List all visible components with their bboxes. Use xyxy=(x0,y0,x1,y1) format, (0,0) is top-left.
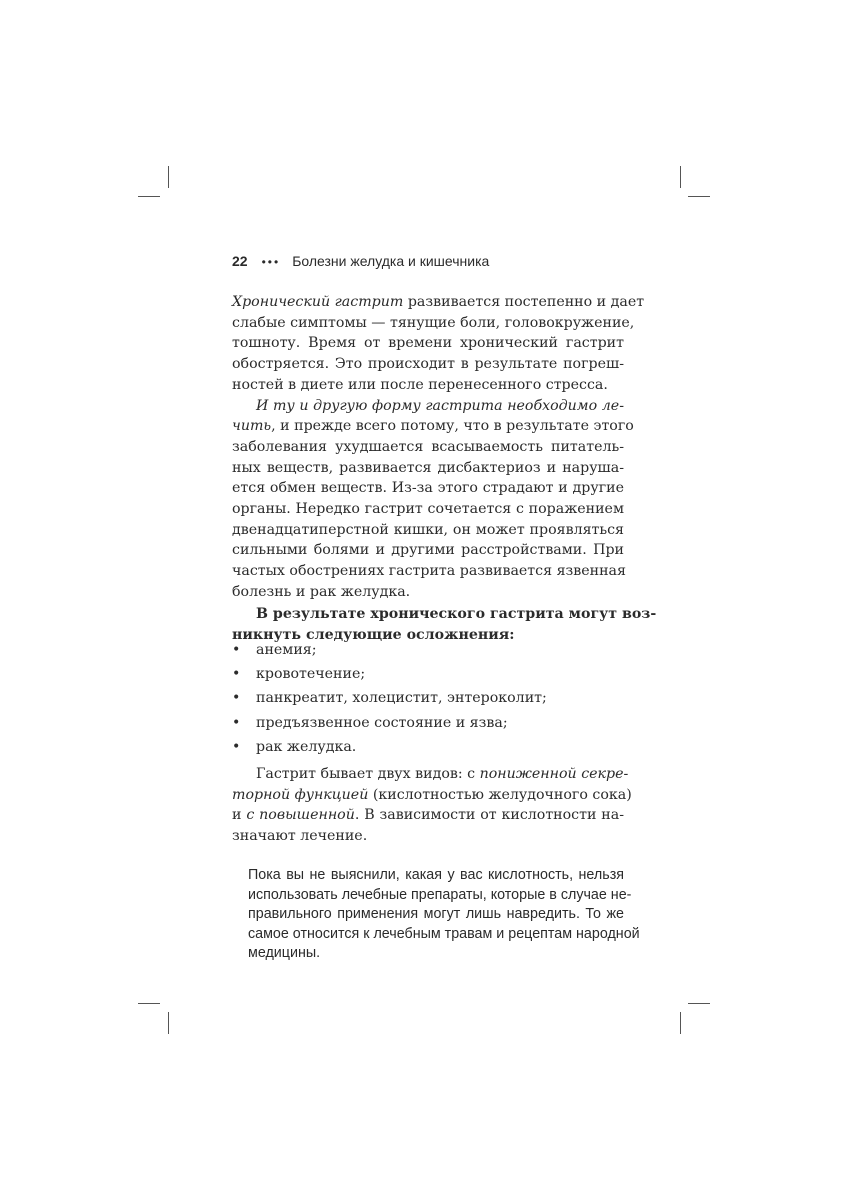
crop-mark xyxy=(688,1003,710,1004)
text-line xyxy=(232,805,624,826)
italic-text: торной функцией xyxy=(232,786,369,803)
text-line xyxy=(232,396,624,417)
paragraph-chronic-gastritis xyxy=(232,292,645,395)
text-line xyxy=(232,292,645,313)
italic-text: Хронический гастрит xyxy=(232,294,404,310)
text-line xyxy=(232,375,624,396)
bullet-icon: • xyxy=(232,690,241,707)
text-run: сильными болями и другими расстройствами. При xyxy=(232,542,624,559)
bold-text: никнуть следующие осложнения: xyxy=(232,626,515,643)
text-line xyxy=(232,437,624,458)
text-line xyxy=(232,416,634,437)
text-run: значают лечение. xyxy=(232,828,368,845)
crop-mark xyxy=(680,1012,681,1034)
text-line xyxy=(232,333,624,354)
text-line xyxy=(248,944,624,964)
list-item-text: панкреатит, холецистит, энтероколит; xyxy=(256,690,547,707)
text-line xyxy=(248,905,624,925)
paragraph-gastritis-types xyxy=(232,764,632,847)
text-run: заболевания ухудшается всасываемость питатель- xyxy=(232,438,624,455)
text-line xyxy=(232,520,624,541)
crop-mark xyxy=(680,166,681,188)
bullet-icon: • xyxy=(232,738,241,755)
text-run: органы. Нередко гастрит сочетается с поражением xyxy=(232,500,624,517)
text-run: обостряется. Это происходит в результате погреш- xyxy=(232,356,624,373)
text-line xyxy=(232,764,629,785)
list-item xyxy=(232,686,547,710)
italic-text: с повышенной xyxy=(246,807,355,824)
text-run: ностей в диете или после перенесенного стресса. xyxy=(232,376,608,393)
note-box xyxy=(248,866,640,964)
list-item-text: анемия; xyxy=(256,642,317,658)
text-run: двенадцатиперстной кишки, он может проявляться xyxy=(232,521,624,538)
crop-mark xyxy=(168,1012,169,1034)
list-item-text: предъязвенное состояние и язва; xyxy=(256,714,508,731)
bold-text: В результате хронического гастрита могут воз- xyxy=(256,606,657,622)
list-item xyxy=(232,662,365,686)
crop-mark xyxy=(138,1003,160,1004)
text-run: Пока вы не выяснили, какая у вас кислотность, нельзя xyxy=(248,867,624,883)
text-run: самое относится к лечебным травам и рецептам народной xyxy=(248,925,640,942)
text-run: (кислотностью желудочного сока) xyxy=(368,786,632,803)
italic-text: пониженной секре- xyxy=(479,766,629,782)
text-run: развивается постепенно и дает xyxy=(403,294,645,310)
list-item-text: рак желудка. xyxy=(256,738,357,755)
text-run: использовать лечебные препараты, которые в случае не- xyxy=(248,886,632,903)
crop-mark xyxy=(138,196,160,197)
text-line xyxy=(232,313,635,334)
bullet-icon: • xyxy=(232,714,241,731)
text-run: ных веществ, развивается дисбактериоз и наруша- xyxy=(232,459,624,476)
bullet-icon: • xyxy=(232,666,241,683)
page-number: 22 xyxy=(232,253,248,269)
text-line xyxy=(232,582,624,603)
header-dots: ••• xyxy=(261,255,281,269)
text-run: частых обострениях гастрита развивается язвенная xyxy=(232,563,626,579)
text-run: слабые симптомы — тянущие боли, головокружение, xyxy=(232,314,635,331)
bullet-icon: • xyxy=(232,642,241,658)
text-run: и xyxy=(232,807,247,824)
list-item xyxy=(232,638,317,662)
crop-mark xyxy=(688,196,710,197)
text-line xyxy=(232,458,624,479)
text-line xyxy=(232,604,657,625)
text-line xyxy=(232,826,624,847)
paragraph-treatment xyxy=(232,396,634,603)
list-item-text: кровотечение; xyxy=(256,666,366,683)
text-line xyxy=(232,785,632,806)
text-line xyxy=(248,925,640,945)
chapter-title: Болезни желудка и кишечника xyxy=(292,253,490,269)
text-run: ется обмен веществ. Из-за этого страдают и другие xyxy=(232,480,624,497)
text-run: , и прежде всего потому, что в результате этого xyxy=(271,418,634,435)
list-item xyxy=(232,735,356,759)
text-line xyxy=(232,354,624,375)
text-line xyxy=(248,866,624,886)
italic-text: И ту и другую форму гастрита необходимо ле- xyxy=(256,397,624,414)
text-line xyxy=(232,499,624,520)
text-run: правильного применения могут лишь навредить. То же xyxy=(248,906,624,923)
text-line xyxy=(232,561,624,582)
running-header xyxy=(232,253,489,269)
italic-text: чить xyxy=(232,418,272,435)
text-line xyxy=(248,886,632,906)
crop-mark xyxy=(168,166,169,188)
text-run: Гастрит бывает двух видов: с xyxy=(256,766,480,782)
text-line xyxy=(232,540,624,561)
text-line xyxy=(232,478,624,499)
list-item xyxy=(232,711,508,735)
text-run: . В зависимости от кислотности на- xyxy=(354,807,625,824)
text-run: болезнь и рак желудка. xyxy=(232,583,411,600)
text-run: тошноту. Время от времени хронический гастрит xyxy=(232,335,624,352)
text-run: медицины. xyxy=(248,945,321,962)
